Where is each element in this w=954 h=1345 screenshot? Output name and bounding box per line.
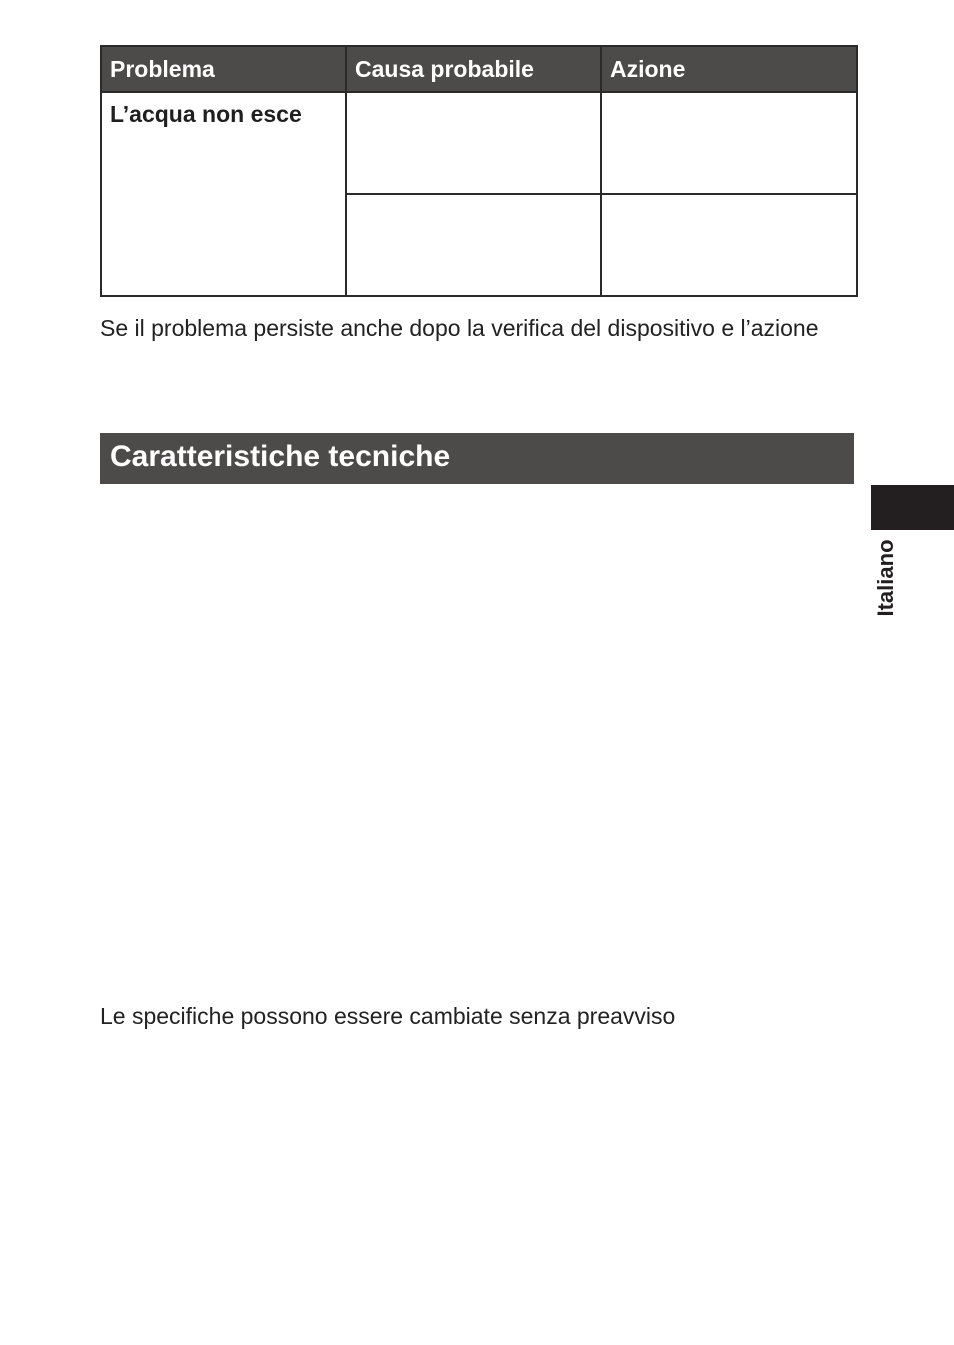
header-problem: Problema: [101, 46, 346, 92]
cause-cell: [346, 92, 601, 194]
troubleshooting-table: [100, 45, 858, 297]
section-title: Caratteristiche tecniche: [110, 440, 451, 473]
section-header: [100, 433, 854, 484]
header-action: Azione: [601, 46, 857, 92]
language-label: Italiano: [873, 539, 898, 617]
action-cell: [601, 194, 857, 296]
cause-cell: [346, 194, 601, 296]
header-cause: Causa probabile: [346, 46, 601, 92]
persistence-note: Se il problema persiste anche dopo la verifica del dispositivo e l’azione: [100, 315, 819, 341]
table-row: [101, 92, 857, 194]
language-tab: [871, 485, 954, 530]
table-header-row: [101, 46, 857, 92]
specifications-footnote: Le specifiche possono essere cambiate senza preavviso: [100, 1003, 676, 1029]
action-cell: [601, 92, 857, 194]
problem-cell: L’acqua non esce: [101, 92, 346, 296]
